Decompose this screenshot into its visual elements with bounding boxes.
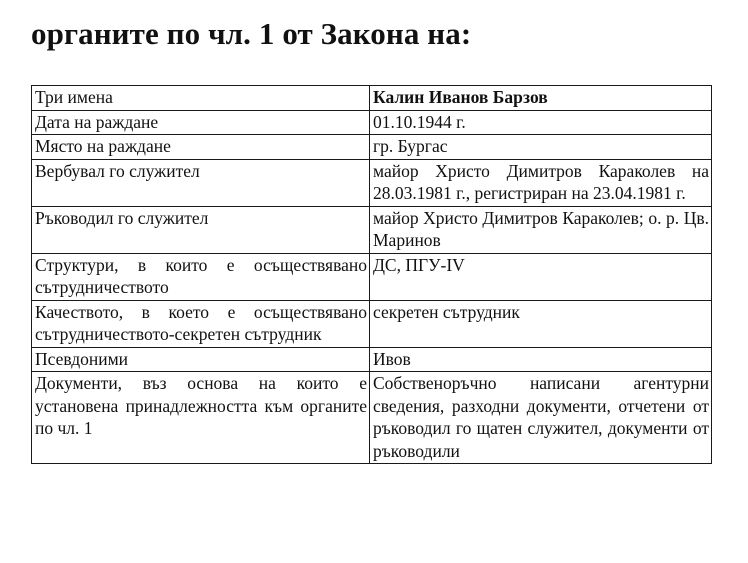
table-row-recruiting-officer [32,159,712,206]
row-label: Вербувал го служител [32,159,370,206]
row-value: Собственоръчно написани агентурни сведения, разходни документи, отчетени от ръководил го щатен служител, документи от ръководили [370,372,712,464]
row-label: Три имена [32,86,370,111]
table-row-full-name [32,86,712,111]
row-value: гр. Бургас [370,135,712,160]
row-label: Псевдоними [32,347,370,372]
row-label: Ръководил го служител [32,206,370,253]
row-label: Качеството, в което е осъществявано сътрудничеството-секретен сътрудник [32,300,370,347]
page-heading: органите по чл. 1 от Закона на: [31,16,472,51]
record-table [31,85,712,464]
table-row-birth-date [32,110,712,135]
record-table-container [31,85,712,537]
row-value: секретен сътрудник [370,300,712,347]
row-label: Документи, въз основа на които е установена принадлежността към органите по чл. 1 [32,372,370,464]
row-value: майор Христо Димитров Караколев; о. р. Цв. Маринов [370,206,712,253]
row-value: ДС, ПГУ-IV [370,253,712,300]
table-row-structures [32,253,712,300]
row-value: майор Христо Димитров Караколев на 28.03.1981 г., регистриран на 23.04.1981 г. [370,159,712,206]
table-row-handling-officer [32,206,712,253]
row-value: Ивов [370,347,712,372]
table-row-capacity [32,300,712,347]
row-label: Място на раждане [32,135,370,160]
row-label: Дата на раждане [32,110,370,135]
row-label: Структури, в които е осъществявано сътрудничеството [32,253,370,300]
row-value: Калин Иванов Барзов [370,86,712,111]
table-row-documents [32,372,712,464]
table-row-birth-place [32,135,712,160]
table-row-pseudonyms [32,347,712,372]
row-value: 01.10.1944 г. [370,110,712,135]
